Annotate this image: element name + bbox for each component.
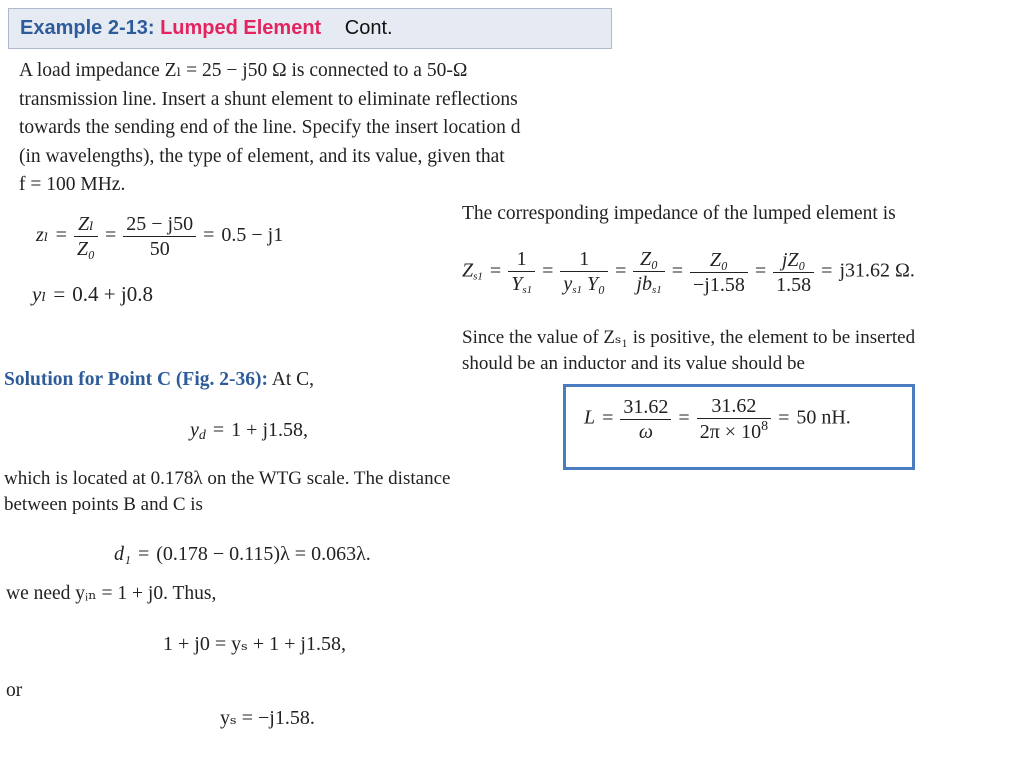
fraction-3162-over-2pi-1e8: $\frac{31.62}{2\pi \times 10^8}$	[697, 394, 771, 444]
solution-title: Solution for Point C (Fig. 2-36):	[4, 369, 268, 390]
located-line: which is located at 0.178λ on the WTG scale. The distance	[4, 468, 451, 489]
problem-statement	[19, 57, 520, 200]
or-text: or	[6, 680, 23, 701]
continued-label: Cont.	[344, 17, 393, 39]
since-text	[462, 325, 915, 377]
example-header	[8, 8, 612, 49]
inductance-result: 50 nH.	[796, 406, 851, 429]
example-number: Example 2-13:	[20, 17, 155, 39]
since-line: should be an inductor and its value should be	[462, 353, 805, 374]
zl-symbol: zₗ	[36, 224, 49, 247]
equation-d1: d₁ = (0.178 − 0.115)λ = 0.063λ.	[114, 543, 371, 565]
wtg-location-text	[4, 466, 450, 518]
zs1-result: j31.62 Ω.	[839, 259, 915, 282]
problem-line: transmission line. Insert a shunt element to eliminate reflections	[19, 88, 518, 110]
problem-line: towards the sending end of the line. Specify the insert location d	[19, 117, 521, 138]
yl-result: 0.4 + j0.8	[72, 282, 153, 306]
equation-normalized-impedance: zₗ = $\frac{\text{Zₗ}}{\text{Z₀}}$ = $\frac{25 - j50}{50}$ = 0.5 − j1	[36, 213, 284, 260]
fraction-jZ0-over-158: $\frac{\text{jZ₀}}{1.58}$	[773, 248, 814, 297]
equation-zs1: Zs1 = $\frac{1}{Ys1}$ = $\frac{1}{\text{ys1 Y₀}}$ = $\frac{\text{Z₀}}{\text{jbs1}}$ = $\frac{\text{Z₀}}{-j1.58}$ = $\frac{\text{jZ₀}}{1.58}$ = j31.62 Ω.	[462, 248, 915, 296]
need-yin-text: we need yᵢₙ = 1 + j0. Thus,	[6, 583, 217, 604]
fraction-Z0-over-jbs1: $\frac{\text{Z₀}}{\text{jbs1}}$	[633, 247, 664, 297]
zl-result: 0.5 − j1	[221, 224, 284, 247]
impedance-intro: The corresponding impedance of the lumped element is	[462, 203, 896, 224]
example-topic: Lumped Element	[160, 17, 322, 39]
solution-intro: At C,	[271, 369, 315, 390]
solution-heading	[4, 366, 314, 395]
fraction-Z0-over-minus-j158: $\frac{\text{Z₀}}{-j1.58}$	[690, 248, 748, 297]
problem-line: (in wavelengths), the type of element, and its value, given that	[19, 145, 505, 167]
since-line: Since the value of Zₛ₁ is positive, the element to be inserted	[462, 327, 916, 348]
fraction-zl-over-z0: $\frac{\text{Zₗ}}{\text{Z₀}}$	[74, 212, 98, 261]
equation-yd: $y_d = 1 + j1.58$,	[190, 419, 309, 443]
equation-ys-sum: 1 + j0 = yₛ + 1 + j1.58,	[163, 633, 346, 655]
fraction-1-over-Ys1: $\frac{1}{Ys1}$	[508, 247, 535, 297]
problem-line: A load impedance Zₗ = 25 − j50 Ω is connected to a 50-Ω	[19, 60, 468, 81]
fraction-load-over-50: $\frac{25 - j50}{50}$	[123, 212, 196, 261]
fraction-3162-over-omega: $\frac{31.62}{\omega}$	[620, 395, 671, 444]
fraction-1-over-ys1Y0: $\frac{1}{\text{ys1 Y₀}}$	[560, 247, 608, 297]
problem-line: f = 100 MHz.	[19, 174, 126, 195]
equation-inductance: L = $\frac{31.62}{\omega}$ = $\frac{31.62}{2\pi \times 10^8}$ = 50 nH.	[584, 395, 851, 443]
equation-ys-result: yₛ = −j1.58.	[220, 707, 315, 729]
equation-normalized-admittance: yₗ = 0.4 + j0.8	[32, 282, 153, 306]
located-line: between points B and C is	[4, 494, 203, 515]
